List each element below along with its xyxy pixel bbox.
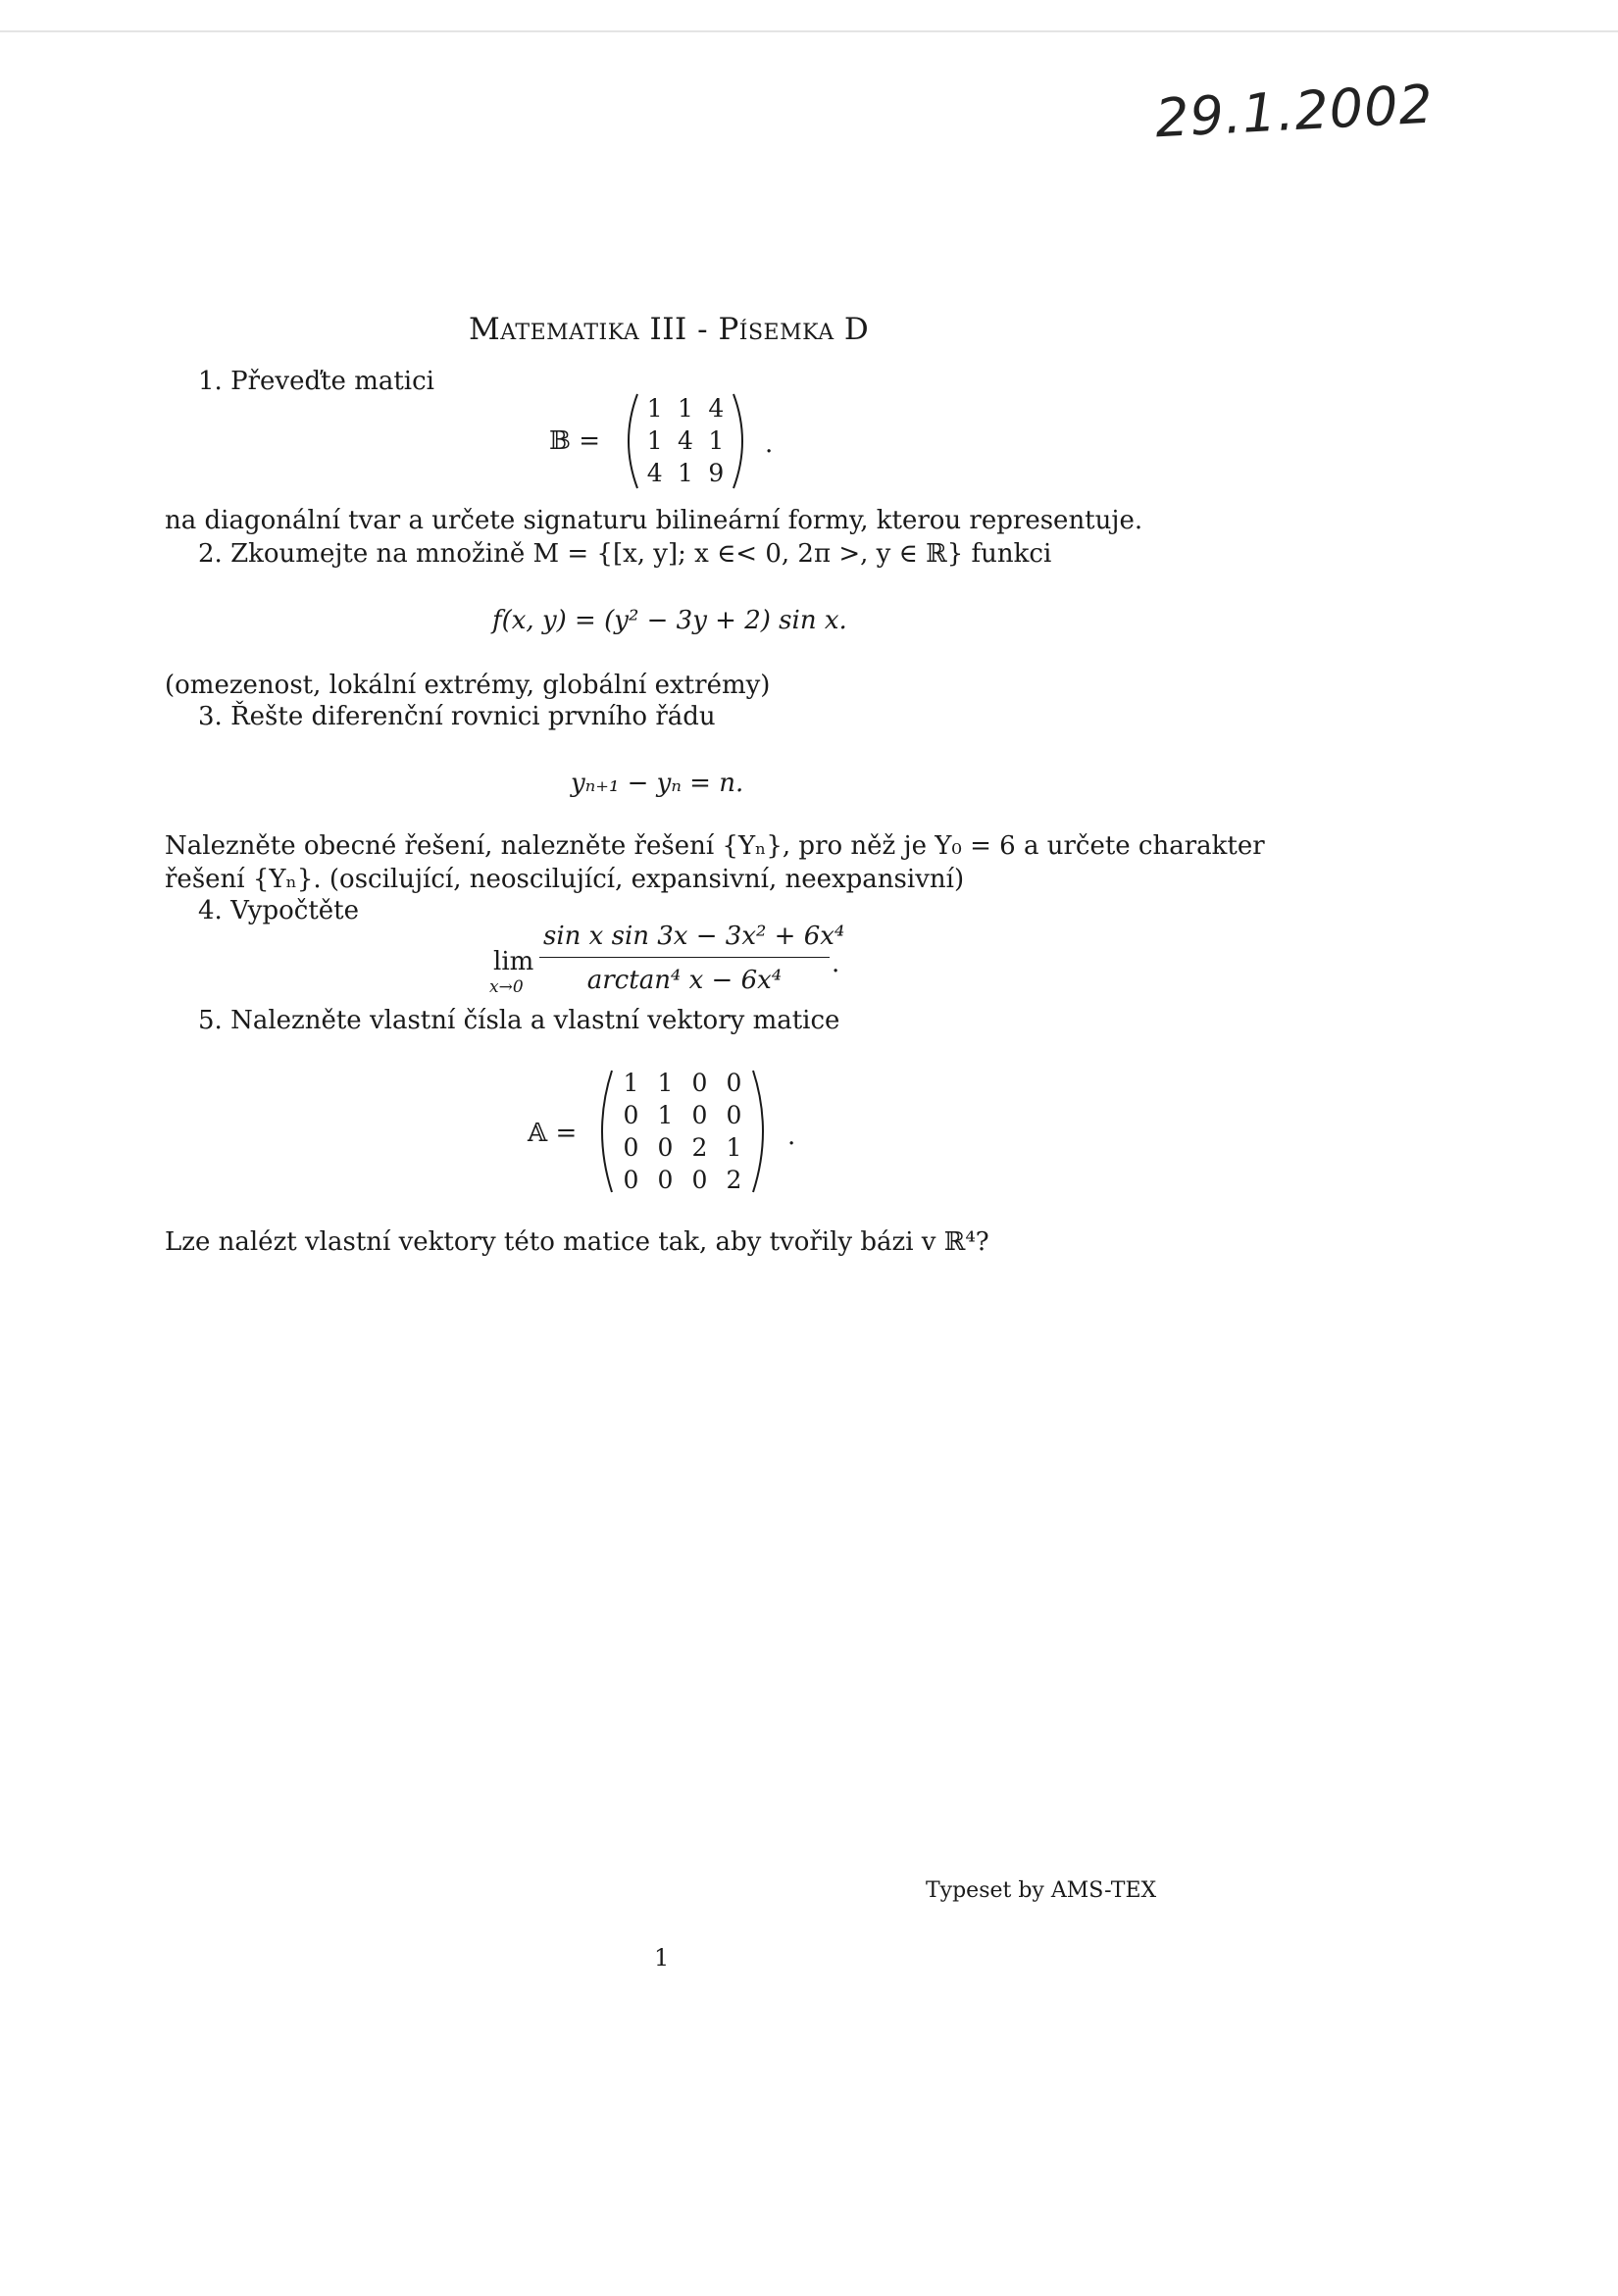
matrix-a-cell: 0 [623,1133,639,1162]
limit-word: lim [493,947,534,976]
matrix-a [588,1067,777,1196]
scan-edge-line [0,30,1618,32]
matrix-a-cell: 0 [657,1133,674,1162]
matrix-b [616,390,755,492]
matrix-a-row [614,1164,751,1196]
matrix-a-row [614,1099,751,1131]
matrix-a-cell: 0 [623,1101,639,1129]
matrix-b-period: . [765,429,774,459]
matrix-a-cell: 1 [623,1069,639,1097]
fraction-denominator: arctan⁴ x − 6x⁴ [586,966,783,995]
matrix-a-cell: 0 [623,1166,639,1194]
matrix-b-cell: 9 [708,459,725,487]
matrix-a-cell: 0 [691,1069,708,1097]
matrix-a-cell: 1 [657,1069,674,1097]
problem-1-text: na diagonální tvar a určete signaturu bilineární formy, kterou representuje. [165,506,1143,535]
matrix-a-cell: 1 [726,1133,742,1162]
matrix-a-cell: 0 [657,1166,674,1194]
limit-period: . [832,949,840,978]
problem-4-intro: 4. Vypočtěte [198,896,360,925]
matrix-a-cell: 2 [726,1166,742,1194]
problem-3-intro: 3. Řešte diferenční rovnici prvního řádu [198,702,716,731]
matrix-b-row [639,424,732,457]
matrix-a-period: . [787,1122,796,1151]
matrix-a-cell: 2 [691,1133,708,1162]
matrix-a-cell: 1 [657,1101,674,1129]
problem-3-text-line1: Nalezněte obecné řešení, nalezněte řešení {Yₙ}, pro něž je Y₀ = 6 a určete charakter [165,831,1265,861]
limit-subscript: x→0 [489,977,524,997]
typeset-credit: Typeset by AMS-TEX [926,1878,1157,1903]
problem-1-intro: 1. Převeďte matici [198,367,434,396]
problem-2-note: (omezenost, lokální extrémy, globální extrémy) [165,671,771,700]
limit-fraction [539,922,845,995]
problem-5-intro: 5. Nalezněte vlastní čísla a vlastní vektory matice [198,1006,840,1035]
matrix-b-cell: 1 [646,394,663,423]
problem-5-question: Lze nalézt vlastní vektory této matice tak, aby tvořily bázi v ℝ⁴? [165,1227,989,1257]
matrix-b-cell: 4 [646,459,663,487]
matrix-a-row [614,1131,751,1164]
problem-3-text-line2: řešení {Yₙ}. (oscilující, neoscilující, expansivní, neexpansivní) [165,865,965,894]
matrix-b-cell: 1 [678,459,693,487]
matrix-b-cell: 1 [708,426,725,455]
problem-3-formula: yₙ₊₁ − yₙ = n. [571,769,744,798]
matrix-b-row [639,457,732,489]
matrix-a-cell: 0 [691,1166,708,1194]
fraction-numerator: sin x sin 3x − 3x² + 6x⁴ [539,922,830,958]
matrix-a-cell: 0 [726,1101,742,1129]
matrix-b-table [639,392,732,489]
matrix-b-label: 𝔹 = [549,426,601,456]
handwritten-date: 29.1.2002 [1153,73,1436,150]
matrix-a-cell: 0 [691,1101,708,1129]
matrix-a-label: 𝔸 = [528,1119,578,1148]
matrix-b-cell: 4 [708,394,725,423]
page-number: 1 [654,1944,670,1972]
problem-2-formula: f(x, y) = (y² − 3y + 2) sin x. [492,606,847,635]
matrix-b-row [639,392,732,424]
page-title: Matematika III - Písemka D [469,312,870,347]
matrix-a-cell: 0 [726,1069,742,1097]
matrix-b-cell: 1 [678,394,693,423]
matrix-b-cell: 4 [678,426,693,455]
matrix-a-table [614,1067,751,1196]
matrix-a-row [614,1067,751,1099]
matrix-b-cell: 1 [646,426,663,455]
problem-2-intro: 2. Zkoumejte na množině M = {[x, y]; x ∈< 0, 2π >, y ∈ ℝ} funkci [198,539,1052,569]
